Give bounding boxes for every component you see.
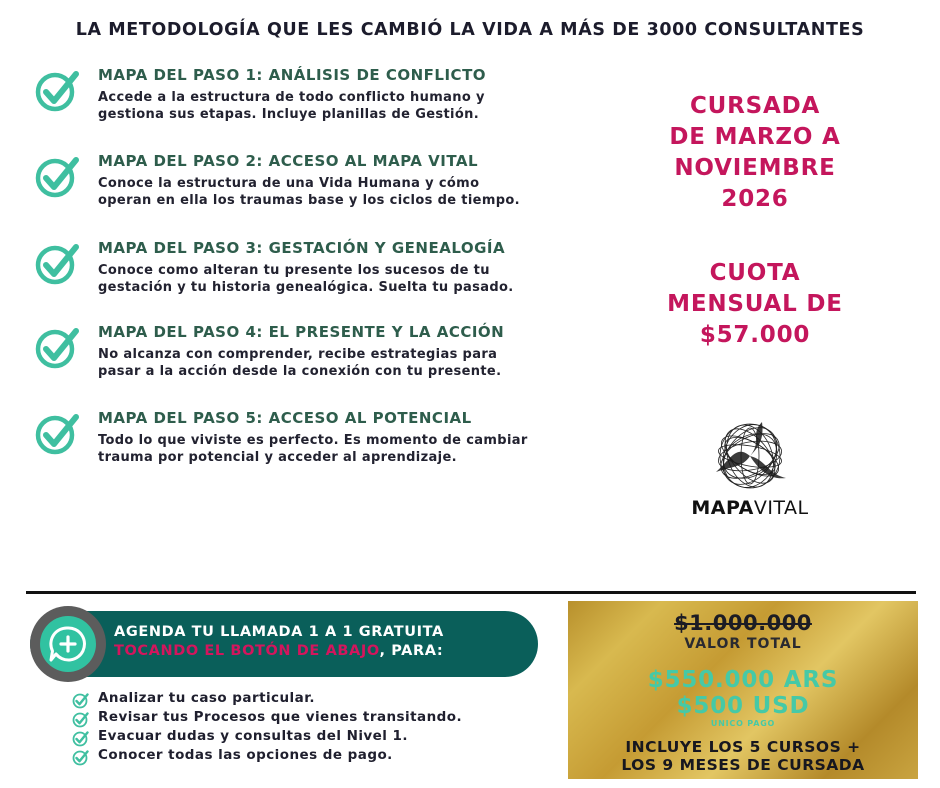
step-description-line: No alcanza con comprender, recibe estrategias para [98,347,498,362]
step-description-line: trauma por potencial y acceder al aprendizaje. [98,450,457,465]
list-item [72,747,552,766]
list-item [72,709,552,728]
includes-text [568,738,918,774]
benefits-list [72,690,552,766]
list-item-text: Evacuar dudas y consultas del Nivel 1. [98,728,408,744]
price-ars: $550.000 ARS [647,667,839,693]
step-description [98,89,588,123]
step-description-line: Conoce la estructura de una Vida Humana y cómo [98,176,480,191]
schedule-call-text [114,623,534,661]
single-payment-label: UNICO PAGO [710,719,776,728]
step-description-line: Accede a la estructura de todo conflicto humano y [98,90,485,105]
check-circle-icon [34,154,80,200]
logo-word-light: VITAL [753,497,809,519]
course-line: DE MARZO A [669,124,841,150]
check-circle-icon [34,411,80,457]
cta-accent-text: TOCANDO EL BOTÓN DE ABAJO [114,643,380,659]
schedule-call-button[interactable] [30,606,106,682]
list-item [72,728,552,747]
list-item-text: Conocer todas las opciones de pago. [98,747,393,763]
check-circle-icon [72,711,89,728]
step-title: MAPA DEL PASO 5: ACCESO AL POTENCIAL [98,409,472,427]
check-circle-icon [72,730,89,747]
cta-line: AGENDA TU LLAMADA 1 A 1 GRATUITA [114,624,444,640]
step-description-line: pasar a la acción desde la conexión con tu presente. [98,364,502,379]
step-title: MAPA DEL PASO 3: GESTACIÓN Y GENEALOGÍA [98,239,506,257]
spiral-sphere-logo-icon [706,420,794,492]
check-circle-icon [34,325,80,371]
logo-word-bold: MAPA [691,497,754,519]
monthly-fee [625,258,885,351]
check-circle-icon [34,68,80,114]
step-description [98,432,588,466]
chat-plus-icon [40,616,96,672]
step-description-line: operan en ella los traumas base y los ciclos de tiempo. [98,193,520,208]
section-divider [26,591,916,594]
fee-line: MENSUAL DE [667,291,843,317]
chat-plus-icon-bg [40,616,96,672]
step-description [98,346,588,380]
step-description-line: gestación y tu historia genealógica. Suelta tu pasado. [98,280,514,295]
cta-suffix: , PARA: [379,643,444,659]
step-description [98,262,588,296]
course-line: NOVIEMBRE [674,155,836,181]
logo-wordmark [676,497,824,519]
includes-line: INCLUYE LOS 5 CURSOS + [625,738,861,756]
check-circle-icon [34,241,80,287]
list-item-text: Revisar tus Procesos que vienes transitando. [98,709,463,725]
check-circle-icon [72,749,89,766]
course-dates [625,91,885,215]
step-title: MAPA DEL PASO 2: ACCESO AL MAPA VITAL [98,152,479,170]
mapavital-logo [676,420,824,524]
fee-line: CUOTA [709,260,801,286]
headline: LA METODOLOGÍA QUE LES CAMBIÓ LA VIDA A MÁS DE 3000 CONSULTANTES [75,20,865,40]
check-circle-icon [72,692,89,709]
includes-line: LOS 9 MESES DE CURSADA [621,756,865,774]
step-description-line: gestiona sus etapas. Incluye planillas de Gestión. [98,107,480,122]
fee-amount: $57.000 [699,322,811,348]
step-description-line: Conoce como alteran tu presente los sucesos de tu [98,263,490,278]
step-description-line: Todo lo que viviste es perfecto. Es momento de cambiar [98,433,528,448]
step-title: MAPA DEL PASO 1: ANÁLISIS DE CONFLICTO [98,66,487,84]
list-item [72,690,552,709]
pricing-card [568,601,918,779]
price-usd: $500 USD [676,693,810,719]
cta-line-2 [114,642,534,661]
step-title: MAPA DEL PASO 4: EL PRESENTE Y LA ACCIÓN [98,323,505,341]
list-item-text: Analizar tu caso particular. [98,690,315,706]
step-description [98,175,588,209]
course-line: 2026 [721,186,789,212]
total-value-label: VALOR TOTAL [684,636,802,652]
course-line: CURSADA [689,93,821,119]
old-price: $1.000.000 [674,611,812,635]
